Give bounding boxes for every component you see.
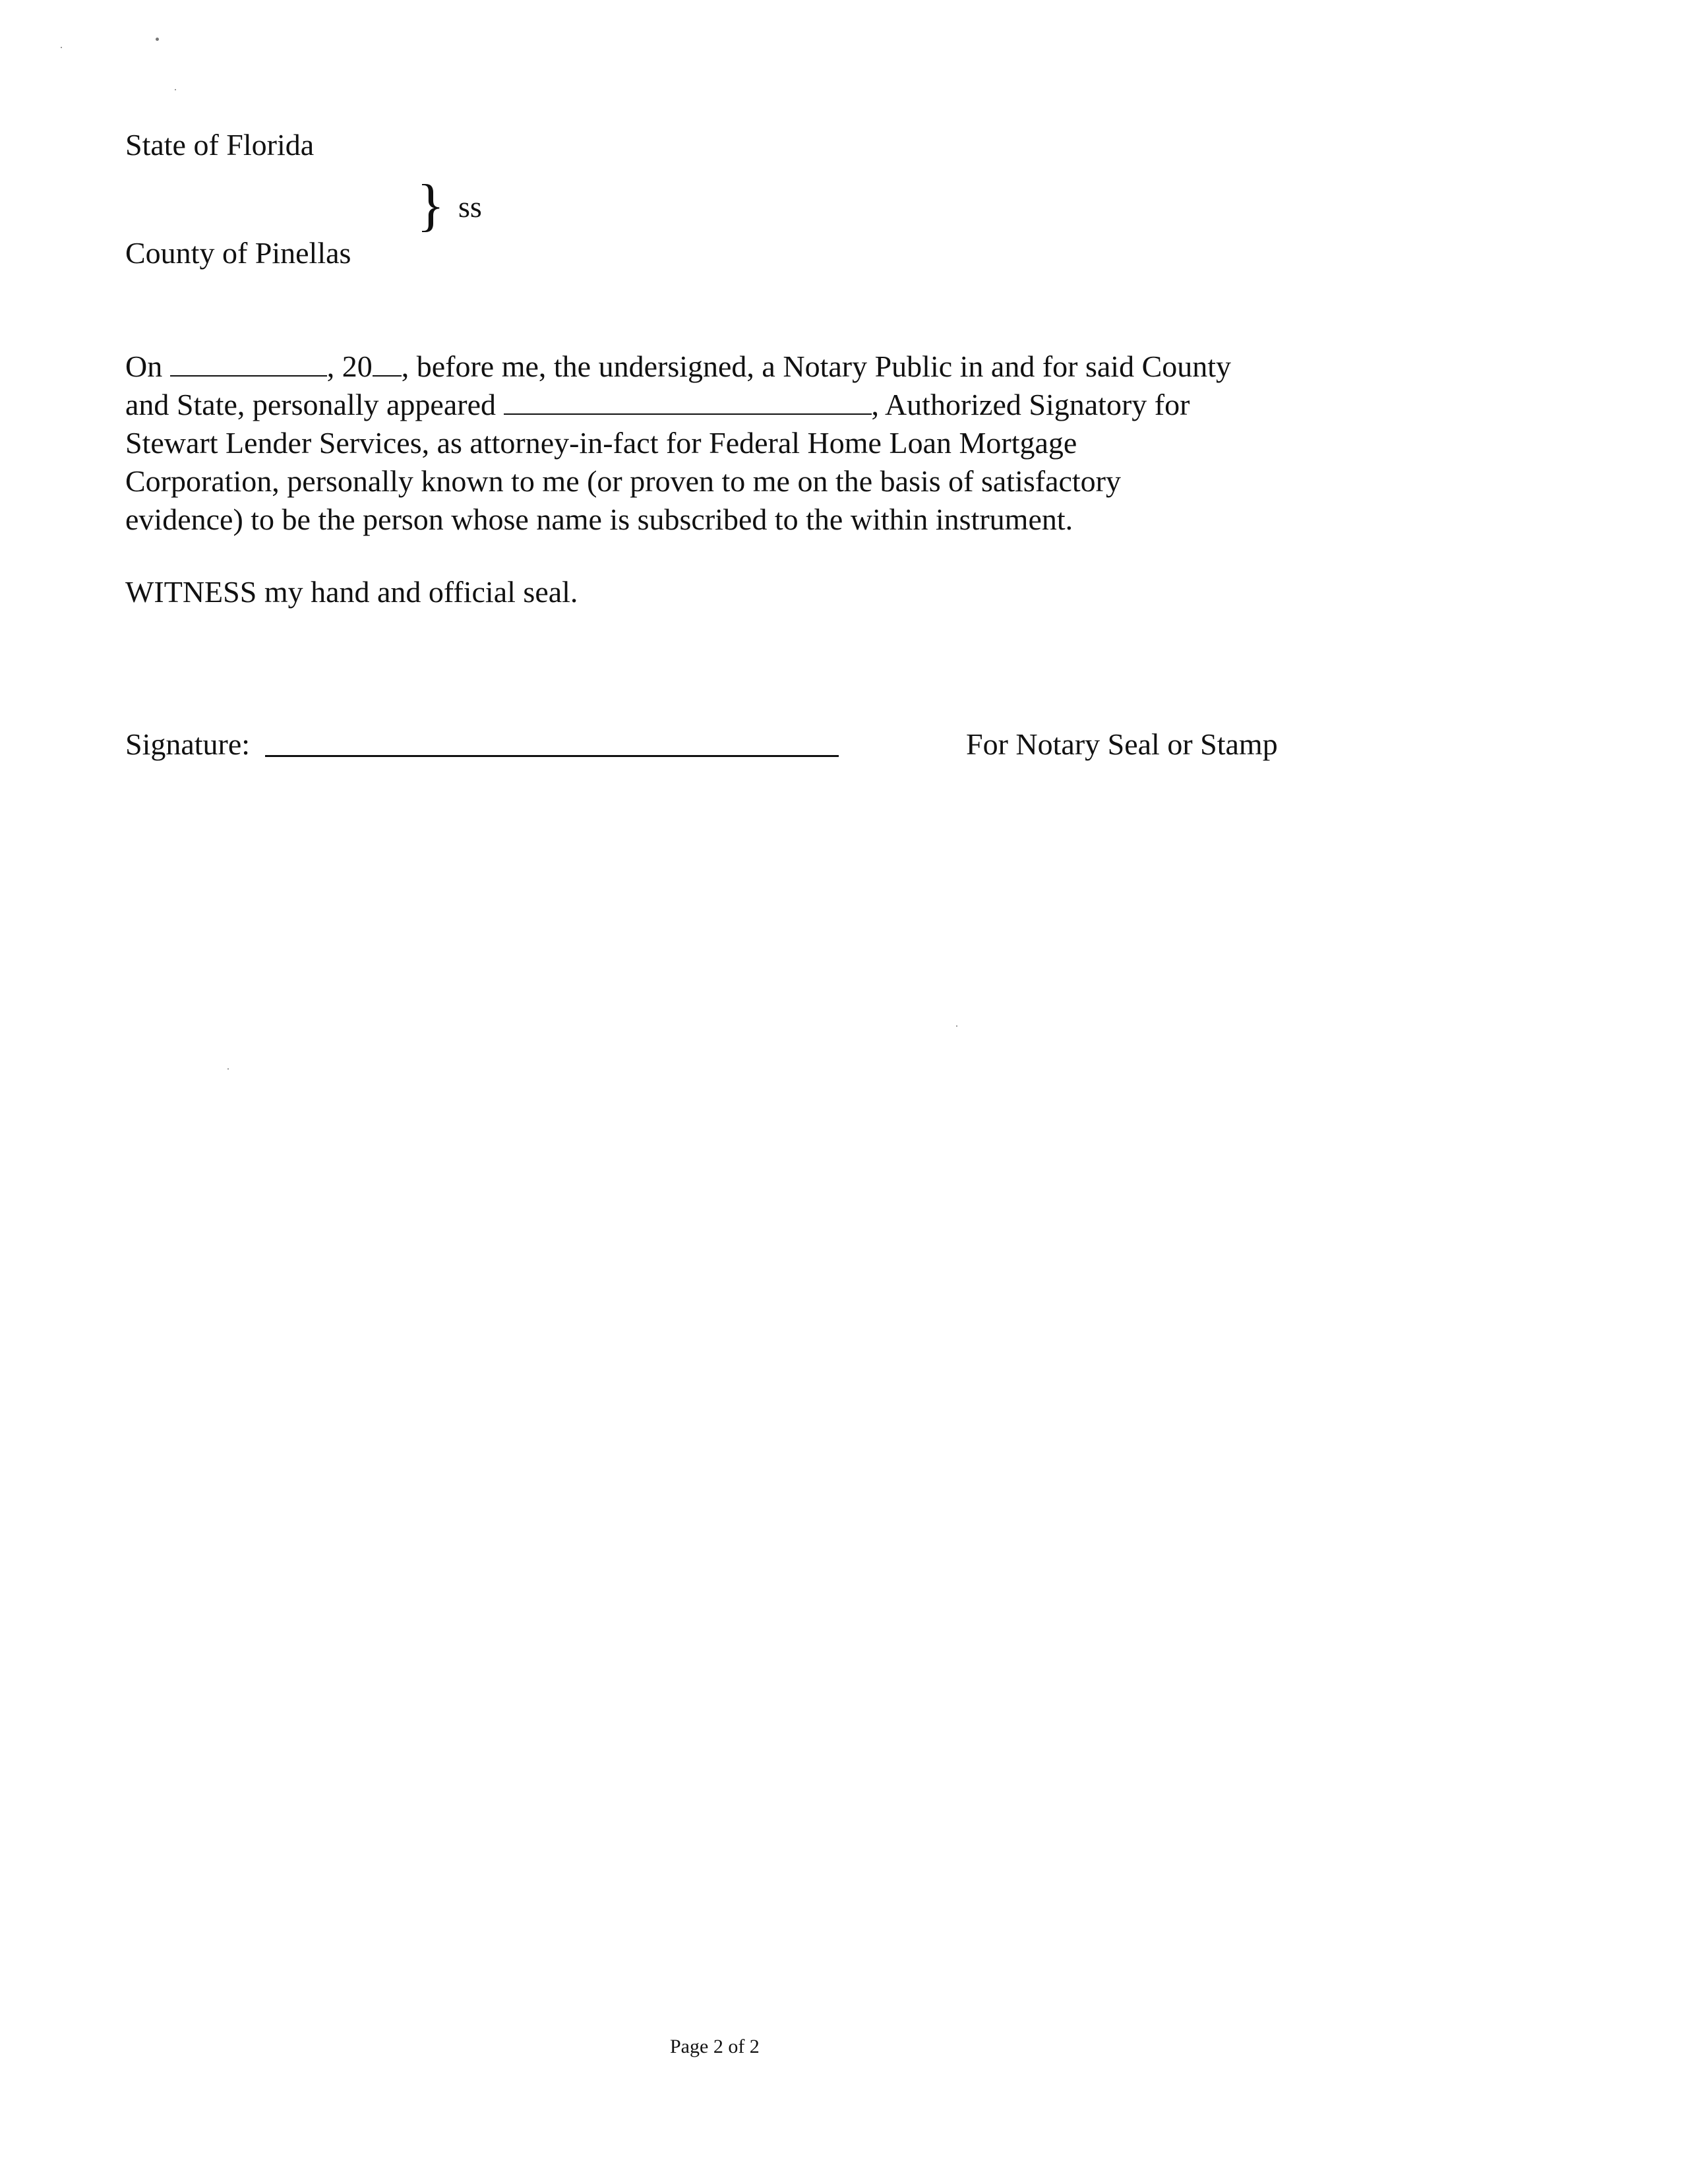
year-blank	[373, 350, 402, 377]
paragraph-line-3: Stewart Lender Services, as attorney-in-fact for Federal Home Loan Mortgage	[125, 426, 1077, 460]
notary-acknowledgment-paragraph	[125, 348, 1345, 539]
scan-speck	[175, 89, 176, 90]
paragraph-line-5: evidence) to be the person whose name is subscribed to the within instrument.	[125, 502, 1073, 536]
scan-speck	[956, 1025, 957, 1027]
paragraph-line-1	[125, 348, 1345, 386]
paragraph-on-text: On	[125, 349, 163, 383]
witness-statement: WITNESS my hand and official seal.	[125, 575, 578, 609]
county-label: County of Pinellas	[125, 236, 351, 270]
state-label: State of Florida	[125, 128, 315, 162]
scan-speck	[227, 1068, 229, 1070]
paragraph-line-2	[125, 386, 1345, 424]
venue-brace: }	[417, 173, 445, 237]
signature-label: Signature:	[125, 727, 251, 761]
paragraph-line-1-text: , before me, the undersigned, a Notary Public in and for said County	[401, 349, 1232, 383]
scan-speck	[61, 47, 62, 48]
notary-seal-label: For Notary Seal or Stamp	[966, 727, 1278, 761]
appeared-name-blank	[504, 388, 872, 415]
paragraph-line-4: Corporation, personally known to me (or proven to me on the basis of satisfactory	[125, 464, 1122, 498]
paragraph-year-prefix: , 20	[326, 349, 373, 383]
paragraph-line-2-suffix: , Authorized Signatory for	[871, 388, 1190, 421]
signature-line	[265, 755, 839, 757]
scan-speck	[156, 38, 159, 41]
page-number: Page 2 of 2	[670, 2036, 760, 2057]
date-blank	[170, 350, 327, 377]
ss-marker: ss	[458, 190, 482, 224]
paragraph-line-2-prefix: and State, personally appeared	[125, 388, 496, 421]
